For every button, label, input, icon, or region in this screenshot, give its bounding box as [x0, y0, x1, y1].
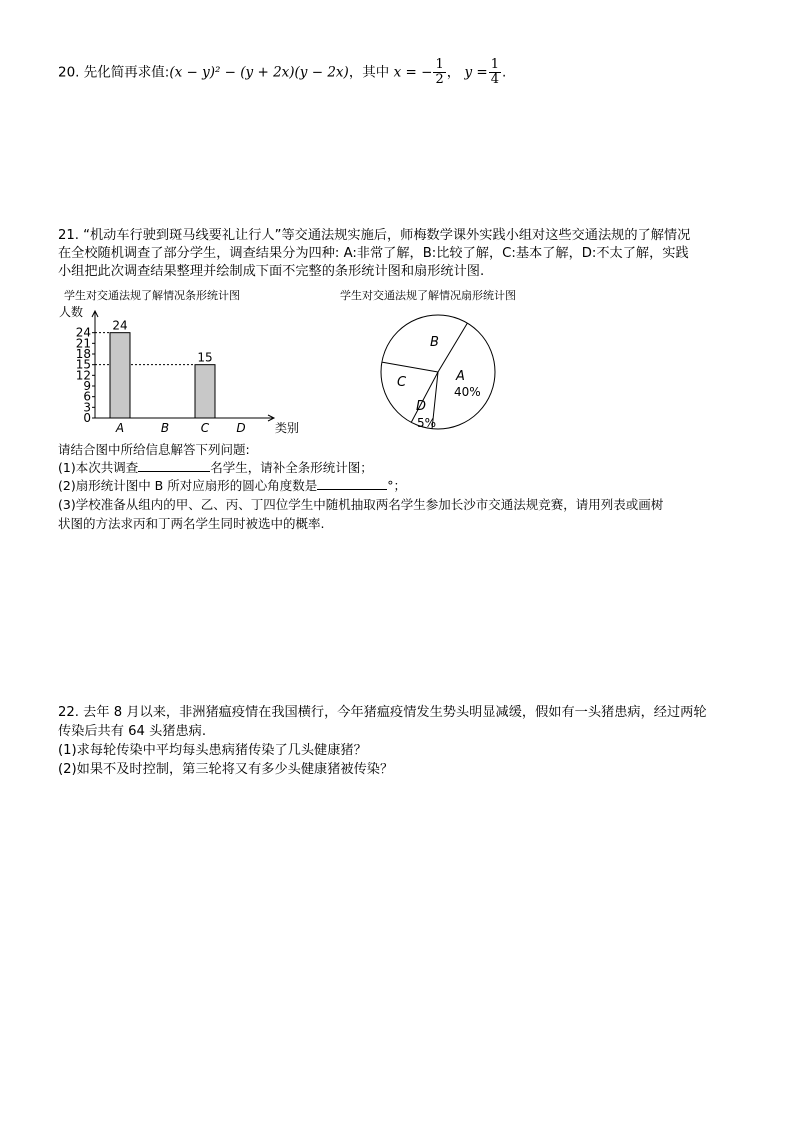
y-tick-label: 18	[75, 347, 91, 361]
q20-where: ，其中	[348, 64, 390, 81]
q21-sub1-text-b: 名学生，请补全条形统计图；	[210, 460, 373, 475]
bar-chart	[55, 302, 305, 440]
answer-blank-2[interactable]	[317, 489, 387, 490]
pie-chart-title: 学生对交通法规了解情况扇形统计图	[340, 289, 516, 302]
q20-comma: ，	[446, 64, 461, 81]
q21-line-2: 在全校随机调查了部分学生，调查结果分为四种: A:非常了解，B:比较了解，C:基本了解，D:不太了解，实践	[58, 246, 689, 261]
pie-percent-D: 5%	[417, 416, 437, 430]
q22-sub2: (2)如果不及时控制，第三轮将又有多少头健康猪被传染？	[58, 762, 394, 777]
q20-x-numerator: 1	[435, 57, 444, 72]
x-tick-label: B	[160, 421, 170, 435]
q21-sub2-text-a: (2)扇形统计图中 B 所对应扇形的圆心角度数是	[58, 478, 318, 493]
q20-end: .	[502, 64, 507, 81]
q20-expression: (x − y)² − (y + 2x)(y − 2x)	[169, 64, 349, 81]
x-axis-label: 类别	[275, 421, 300, 435]
q21-line-1: 21. “机动车行驶到斑马线要礼让行人”等交通法规实施后，师梅数学课外实践小组对这些交通法规的了解情况	[58, 228, 691, 243]
q20-y-numerator: 1	[490, 57, 500, 72]
pie-slice-label-C: C	[397, 375, 407, 390]
y-tick-label: 9	[83, 379, 91, 393]
q20-y-denominator: 4	[490, 72, 500, 87]
pie-chart	[372, 308, 504, 440]
q21-sub3-line-2: 状图的方法求丙和丁两名学生同时被选中的概率.	[58, 516, 325, 531]
q21-instruction: 请结合图中所给信息解答下列问题:	[58, 442, 250, 457]
q20-line	[58, 58, 506, 87]
q20-y-fraction	[489, 58, 501, 87]
y-tick-label: 3	[83, 400, 91, 415]
y-tick-label: 0	[83, 411, 91, 425]
q20-x-fraction	[433, 58, 445, 87]
y-tick-label: 21	[75, 336, 91, 351]
pie-slice-label-A: A	[456, 369, 465, 384]
x-tick-label: C	[200, 421, 210, 435]
q22-sub1: (1)求每轮传染中平均每头患病猪传染了几头健康猪？	[58, 743, 367, 758]
q20-label: 20. 先化简再求值:	[58, 64, 170, 81]
q21-sub3-line-1: (3)学校准备从组内的甲、乙、丙、丁四位学生中随机抽取两名学生参加长沙市交通法规竞赛，请用列表或画树	[58, 497, 664, 512]
q21-sub2-text-b: °；	[387, 478, 406, 493]
q20-y-eq: y =	[464, 64, 488, 81]
q21-line-3: 小组把此次调查结果整理并绘制成下面不完整的条形统计图和扇形统计图.	[58, 264, 485, 279]
q21-sub2	[58, 477, 406, 495]
bar-value-label: 15	[197, 350, 213, 365]
y-tick-label: 6	[83, 389, 91, 404]
y-axis-label: 人数	[59, 305, 84, 319]
y-tick-label: 15	[75, 357, 91, 372]
q22-line-1: 22. 去年 8 月以来，非洲猪瘟疫情在我国横行，今年猪瘟疫情发生势头明显减缓，假如有一头猪患病，经过两轮	[58, 705, 707, 720]
pie-slice-label-B: B	[430, 335, 439, 350]
q20-x-denominator: 2	[435, 72, 444, 87]
q21-sub1-text-a: (1)本次共调查	[58, 460, 139, 475]
pie-percent-A: 40%	[454, 385, 481, 399]
x-tick-label: A	[115, 421, 125, 435]
bar-chart-title: 学生对交通法规了解情况条形统计图	[64, 289, 240, 302]
q21-sub1	[58, 459, 373, 477]
y-tick-label: 24	[75, 325, 91, 340]
bar-value-label: 24	[112, 318, 128, 333]
q22-line-2: 传染后共有 64 头猪患病.	[58, 724, 207, 739]
bar-A	[110, 333, 130, 418]
q20-x-eq: x = −	[393, 64, 433, 81]
bar-C	[195, 365, 215, 418]
x-tick-label: D	[236, 421, 246, 435]
answer-blank-1[interactable]	[138, 471, 210, 472]
y-tick-label: 12	[75, 368, 91, 383]
pie-slice-label-D: D	[416, 399, 427, 414]
